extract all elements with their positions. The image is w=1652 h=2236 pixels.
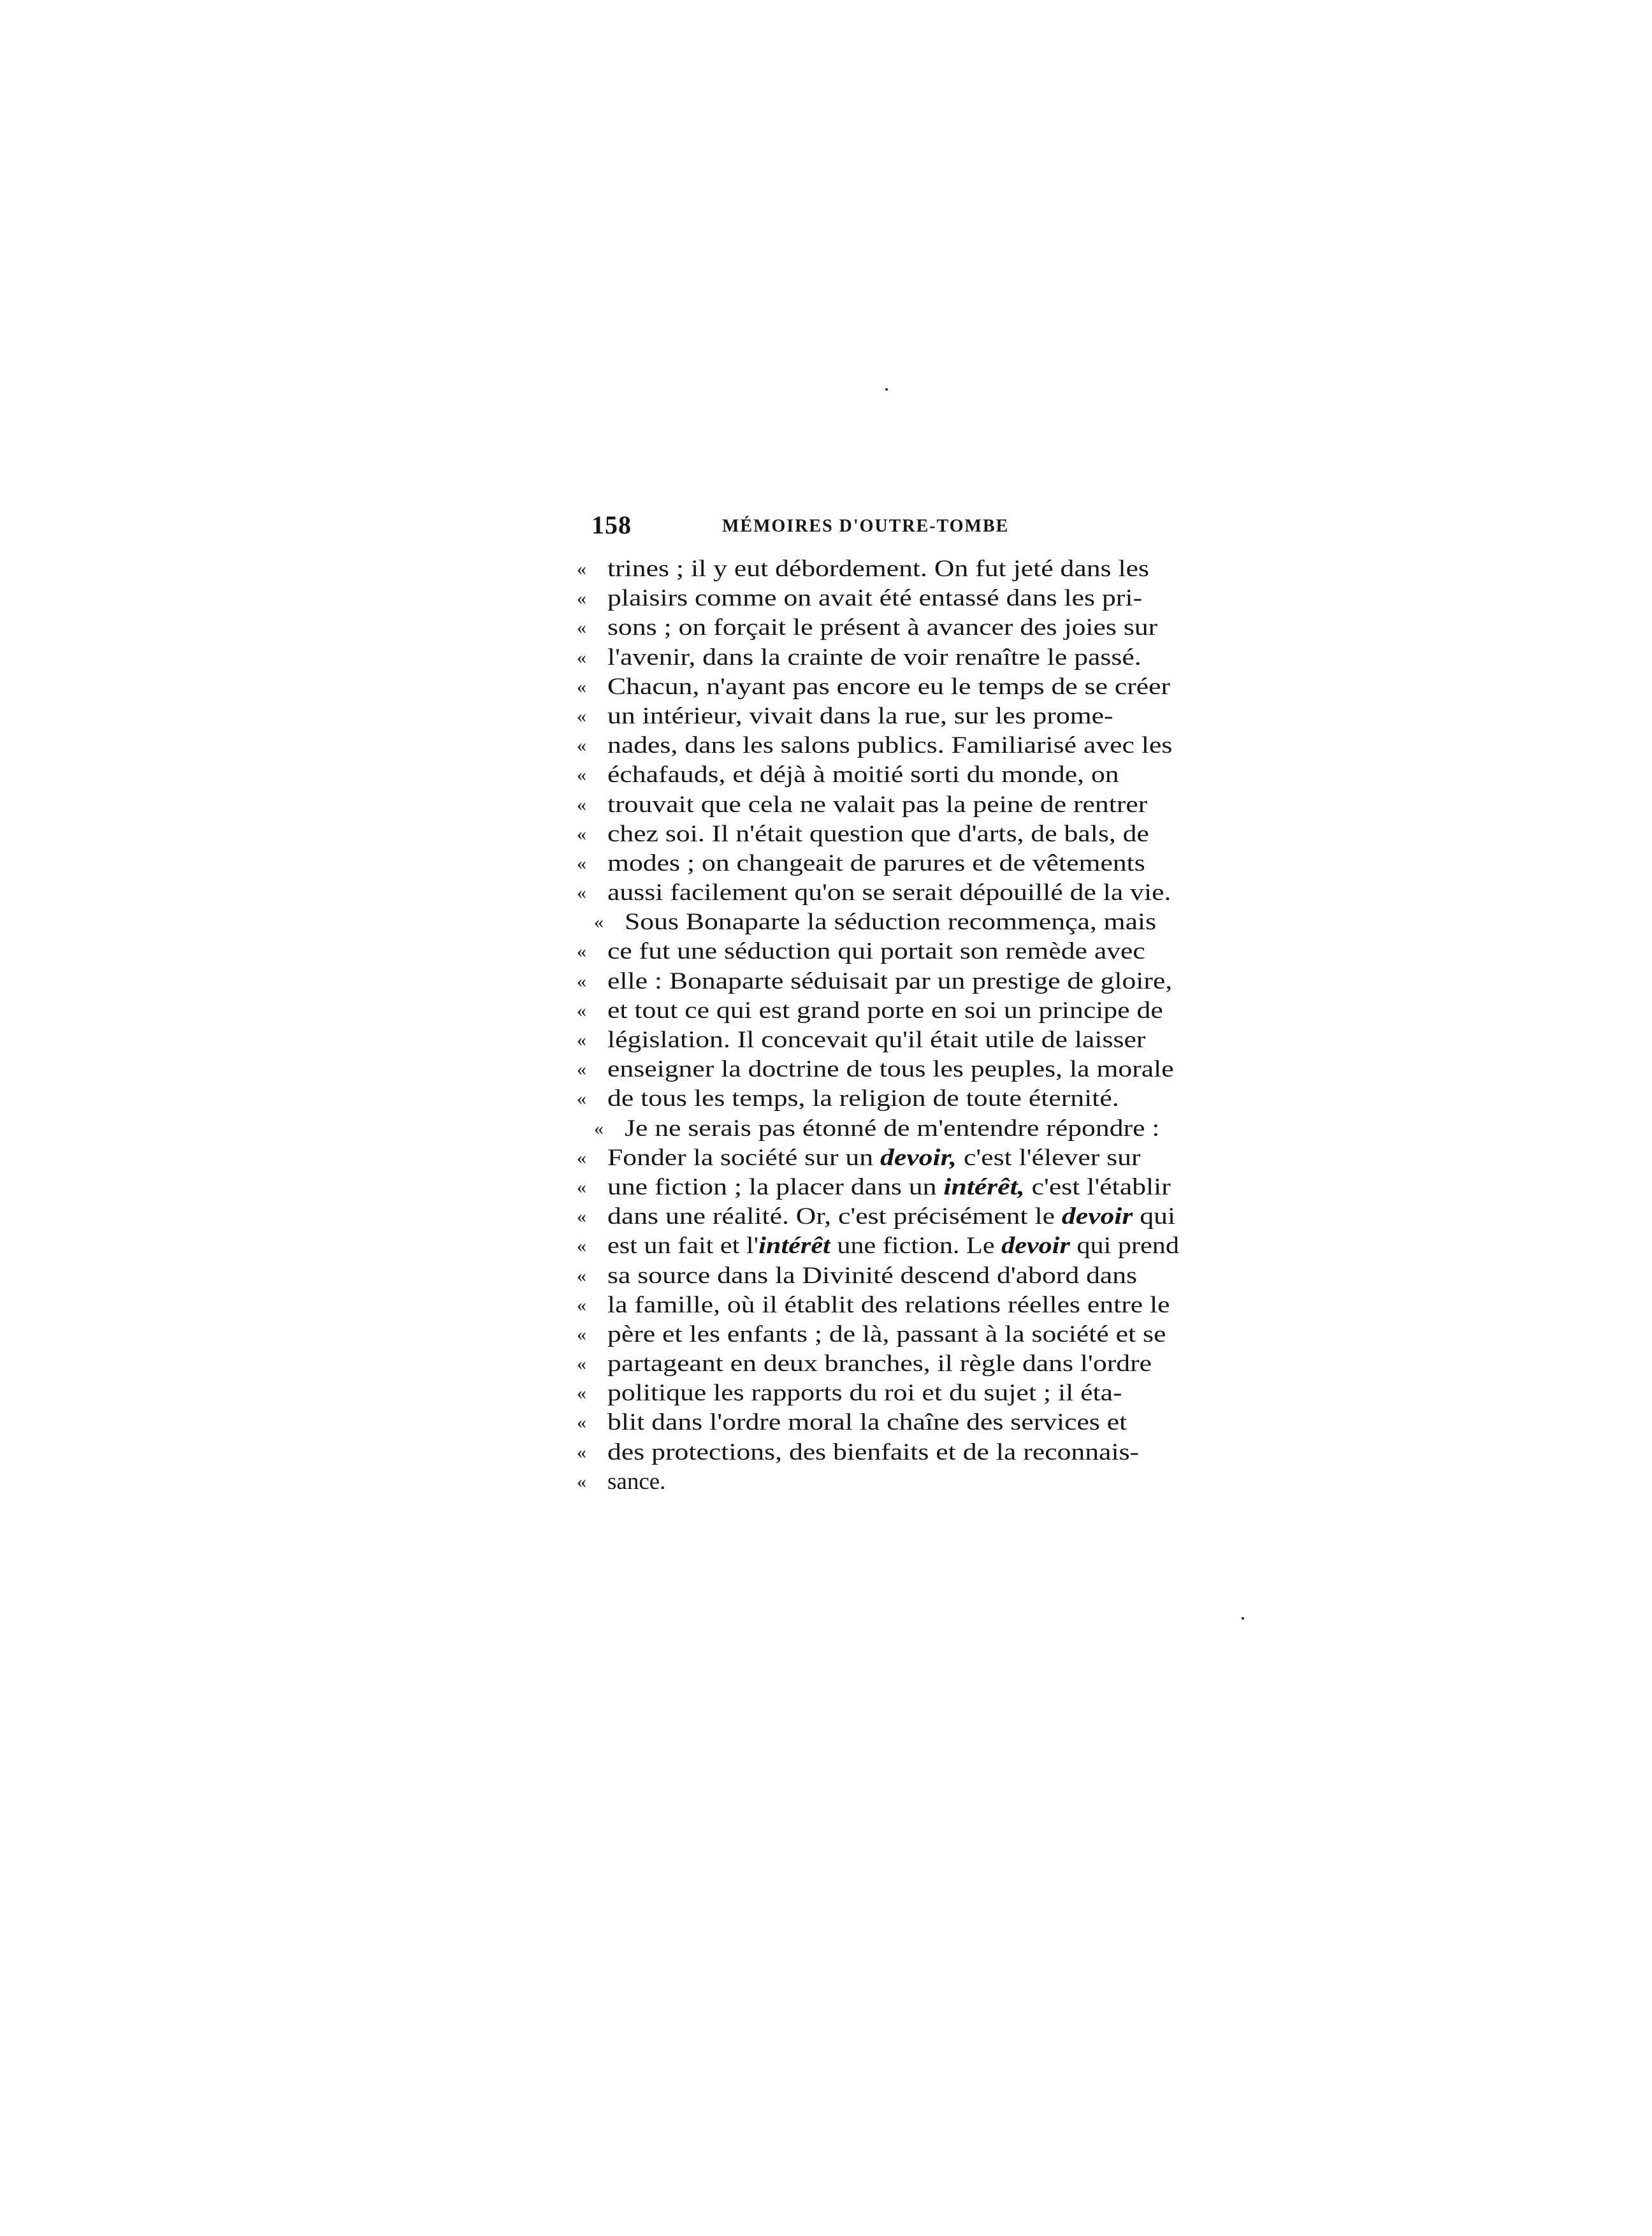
scan-speck [885, 388, 888, 391]
text-run: qui prend [1069, 1233, 1179, 1260]
emphasis: devoir [1001, 1233, 1070, 1260]
quote-mark: « [594, 911, 604, 933]
line-text: de tous les temps, la religion de toute éternité. [607, 1085, 1119, 1112]
page-header [591, 510, 1184, 542]
text-run: une fiction ; la placer dans un [607, 1173, 944, 1200]
quote-mark: « [577, 617, 586, 639]
text-line [577, 1143, 1179, 1173]
quote-mark: « [577, 1383, 586, 1404]
line-text: un intérieur, vivait dans la rue, sur les prome- [607, 702, 1113, 729]
text-line [577, 1320, 1179, 1349]
line-text: sance. [607, 1468, 666, 1495]
text-line [577, 613, 1179, 642]
text-line [577, 1438, 1179, 1467]
text-line [577, 1408, 1179, 1437]
text-line [577, 760, 1179, 790]
quote-mark: « [577, 1470, 586, 1492]
quote-mark: « [577, 1412, 586, 1434]
text-line [577, 555, 1179, 584]
quote-mark: « [577, 852, 586, 874]
text-run: une fiction. Le [830, 1233, 1002, 1260]
line-text [607, 1173, 1171, 1202]
line-text: sons ; on forçait le présent à avancer des joies sur [607, 614, 1158, 641]
text-line [577, 1084, 1179, 1114]
text-line [577, 967, 1179, 996]
line-text: modes ; on changeait de parures et de vêtements [607, 850, 1145, 876]
quote-mark: « [577, 735, 586, 757]
line-text: chez soi. Il n'était question que d'arts, de bals, de [607, 820, 1149, 847]
scan-speck [1242, 1617, 1244, 1620]
quote-mark: « [577, 1176, 586, 1198]
emphasis: intérêt [758, 1233, 830, 1260]
quote-mark: « [577, 1441, 586, 1463]
line-text: elle : Bonaparte séduisait par un prestige de gloire, [607, 968, 1173, 994]
text-line [577, 937, 1179, 966]
line-text: sa source dans la Divinité descend d'abord dans [607, 1262, 1138, 1289]
text-run: dans une réalité. Or, c'est précisément le [607, 1203, 1062, 1230]
quote-mark: « [577, 999, 586, 1021]
quote-mark: « [577, 823, 586, 845]
quote-mark: « [577, 646, 586, 668]
text-run: est un fait et l' [607, 1233, 759, 1260]
text-line [577, 1261, 1179, 1291]
text-line [577, 672, 1179, 702]
quote-mark: « [577, 1088, 586, 1110]
line-text [607, 1202, 1175, 1231]
emphasis: devoir, [880, 1144, 957, 1171]
line-text: nades, dans les salons publics. Familiarisé avec les [607, 732, 1173, 759]
quote-mark: « [577, 558, 586, 579]
quote-mark: « [577, 970, 586, 992]
line-text [607, 1231, 1179, 1261]
emphasis: devoir [1061, 1203, 1133, 1230]
text-line [577, 1231, 1179, 1261]
line-text: des protections, des bienfaits et de la reconnais- [607, 1439, 1140, 1465]
line-text: Je ne serais pas étonné de m'entendre répondre : [625, 1115, 1160, 1142]
text-line [577, 643, 1179, 672]
quote-mark: « [577, 705, 586, 727]
emphasis: intérêt, [943, 1173, 1025, 1200]
text-run: c'est l'élever sur [957, 1144, 1141, 1171]
text-line [577, 1467, 1179, 1497]
text-line [577, 584, 1179, 613]
text-line [577, 820, 1179, 849]
line-text: aussi facilement qu'on se serait dépouillé de la vie. [607, 880, 1171, 906]
quote-mark: « [577, 1235, 586, 1257]
text-line [577, 996, 1179, 1026]
line-text: blit dans l'ordre moral la chaîne des services et [607, 1409, 1127, 1436]
quote-mark: « [577, 676, 586, 697]
text-line [577, 878, 1179, 908]
line-text: partageant en deux branches, il règle dans l'ordre [607, 1351, 1152, 1377]
quote-mark: « [577, 1059, 586, 1080]
quote-mark: « [577, 1206, 586, 1228]
line-text: Chacun, n'ayant pas encore eu le temps de se créer [607, 673, 1171, 700]
line-text: politique les rapports du roi et du sujet ; il éta- [607, 1380, 1122, 1407]
quote-mark: « [577, 1323, 586, 1345]
text-run: Fonder la société sur un [607, 1144, 881, 1171]
quote-mark: « [577, 1029, 586, 1050]
quote-mark: « [577, 941, 586, 962]
line-text: législation. Il concevait qu'il était utile de laisser [607, 1027, 1146, 1053]
text-line [577, 1349, 1179, 1379]
text-line [577, 1379, 1179, 1408]
text-run: c'est l'établir [1024, 1173, 1171, 1200]
text-run: qui [1133, 1203, 1176, 1230]
line-text: plaisirs comme on avait été entassé dans les pri- [607, 585, 1142, 612]
text-line [577, 790, 1179, 820]
line-text: enseigner la doctrine de tous les peuples, la morale [607, 1056, 1174, 1083]
page-number: 158 [591, 511, 632, 539]
text-line [577, 1026, 1179, 1055]
text-line [577, 1173, 1179, 1202]
text-line [577, 1291, 1179, 1320]
quote-mark: « [577, 882, 586, 904]
line-text: père et les enfants ; de là, passant à la société et se [607, 1321, 1166, 1347]
quote-mark: « [577, 588, 586, 609]
line-text [607, 1143, 1141, 1173]
running-head: MÉMOIRES D'OUTRE-TOMBE [722, 516, 1010, 536]
line-text: Sous Bonaparte la séduction recommença, mais [625, 909, 1157, 936]
quote-mark: « [594, 1117, 604, 1139]
text-line [577, 731, 1179, 760]
text-line [577, 1114, 1179, 1143]
quote-mark: « [577, 1294, 586, 1316]
line-text: l'avenir, dans la crainte de voir renaître le passé. [607, 644, 1141, 671]
quote-mark: « [577, 1147, 586, 1168]
body-text [577, 555, 1179, 1497]
text-line [577, 1055, 1179, 1084]
line-text: trines ; il y eut débordement. On fut jeté dans les [607, 556, 1149, 582]
quote-mark: « [577, 764, 586, 786]
line-text: et tout ce qui est grand porte en soi un principe de [607, 997, 1163, 1024]
text-line [577, 702, 1179, 731]
line-text: trouvait que cela ne valait pas la peine de rentrer [607, 791, 1148, 818]
quote-mark: « [577, 1353, 586, 1375]
text-line [577, 908, 1179, 937]
text-line [577, 1202, 1179, 1231]
quote-mark: « [577, 794, 586, 815]
quote-mark: « [577, 1265, 586, 1286]
line-text: échafauds, et déjà à moitié sorti du monde, on [607, 762, 1119, 788]
line-text: la famille, où il établit des relations réelles entre le [607, 1291, 1170, 1318]
text-line [577, 849, 1179, 878]
line-text: ce fut une séduction qui portait son remède avec [607, 938, 1145, 965]
